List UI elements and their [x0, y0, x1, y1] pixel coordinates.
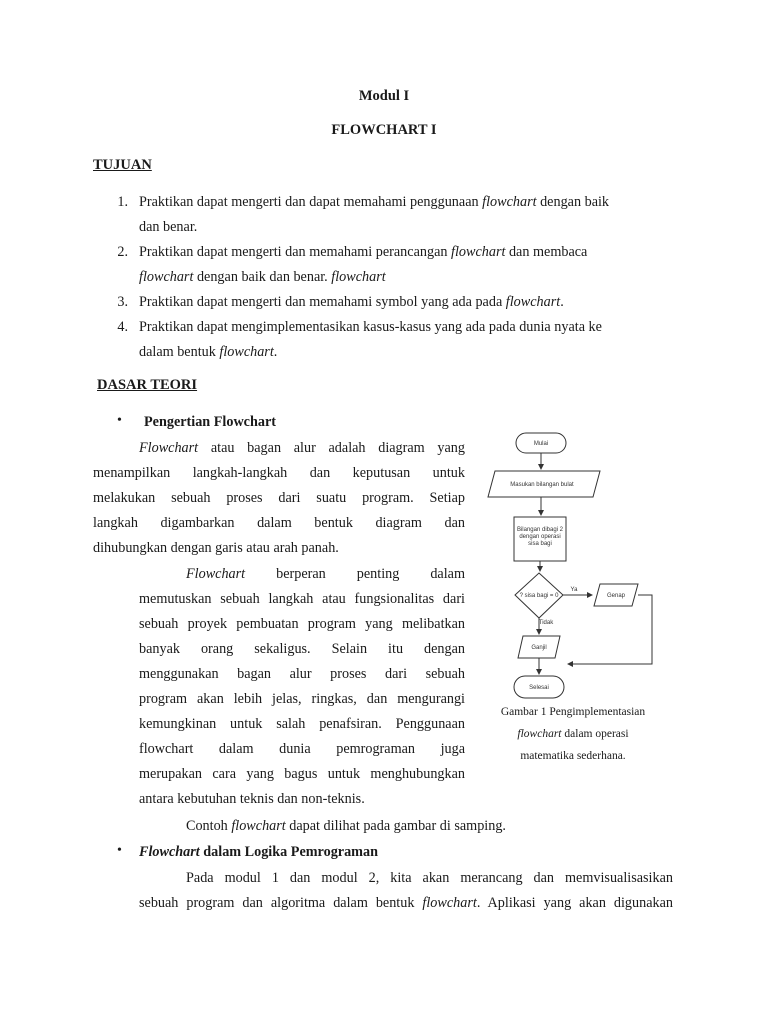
section-tujuan-heading: TUJUAN [93, 157, 152, 173]
list-item [110, 290, 670, 315]
flowchart-no-label: Tidak [538, 620, 554, 626]
list-item [110, 315, 670, 365]
flowchart-start-label: Mulai [533, 441, 549, 447]
list-text: Praktikan dapat mengerti dan memahami symbol yang ada pada flowchart. [139, 294, 564, 310]
page-title: FLOWCHART I [331, 122, 437, 138]
list-item [110, 240, 670, 290]
list-number: 1. [117, 194, 128, 210]
paragraph-role: Flowchart berperan penting dalam memutuskan sebuah langkah atau fungsionalitas dari sebuah proyek pembuatan program yang melibatkan banyak orang sekaligus. Selain itu dengan menggunakan bagan alur proses dari sebuah program akan lebih jelas, ringkas, dan mengurangi kemungkinan untuk salah penafsiran. Penggunaan flowchart dalam dunia pemrograman juga merupakan cara yang bagus untuk menghubungkan antara kebutuhan teknis dan non-teknis. [139, 566, 465, 807]
flowchart-odd-label: Ganjil [531, 645, 547, 651]
flowchart-end-label: Selesai [529, 685, 549, 691]
list-text: Praktikan dapat mengerti dan dapat memahami penggunaan flowchart dengan baik dan benar. [139, 194, 610, 235]
list-number: 4. [117, 319, 128, 335]
flowchart-even-label: Genap [606, 593, 626, 599]
list-number: 2. [117, 244, 128, 260]
module-label: Modul I [358, 88, 410, 104]
flowchart-figure [480, 425, 680, 710]
flowchart-process-label-2: dengan operasi [519, 534, 561, 540]
list-number: 3. [117, 294, 128, 310]
list-text: Praktikan dapat mengerti dan memahami perancangan flowchart dan membaca flowchart dengan baik dan benar. flowchart [139, 244, 588, 285]
flowchart-process-label-3: sisa bagi [528, 541, 552, 547]
flowchart-decision-label: ? sisa bagi = 0 [519, 593, 559, 599]
paragraph-example: Contoh flowchart dapat dilihat pada gambar di samping. [186, 818, 506, 834]
subsection-title-pengertian: Pengertian Flowchart [144, 414, 276, 430]
bullet-icon: • [117, 413, 122, 428]
figure-caption: Gambar 1 Pengimplementasian flowchart dalam operasi matematika sederhana. [500, 706, 646, 762]
flowchart-yes-label: Ya [570, 587, 578, 593]
bullet-icon: • [117, 843, 122, 858]
flowchart-input-label: Masukan bilangan bulat [510, 482, 574, 488]
paragraph-logic: Pada modul 1 dan modul 2, kita akan merancang dan memvisualisasikan sebuah program dan algoritma dalam bentuk flowchart. Aplikasi yang akan digunakan [139, 870, 673, 911]
list-text: Praktikan dapat mengimplementasikan kasus-kasus yang ada pada dunia nyata ke dalam bentuk flowchart. [139, 319, 602, 360]
section-dasar-teori-heading: DASAR TEORI [97, 377, 198, 393]
list-item [110, 190, 670, 240]
tujuan-list [110, 190, 670, 365]
subsection-title-logika: Flowchart dalam Logika Pemrograman [139, 844, 378, 860]
paragraph-definition: Flowchart atau bagan alur adalah diagram yang menampilkan langkah-langkah dan keputusan untuk melakukan sebuah proses dari suatu program. Setiap langkah digambarkan dalam bentuk diagram dan dihubungkan dengan garis atau arah panah. [93, 440, 465, 556]
flowchart-process-label-1: Bilangan dibagi 2 [516, 527, 564, 533]
